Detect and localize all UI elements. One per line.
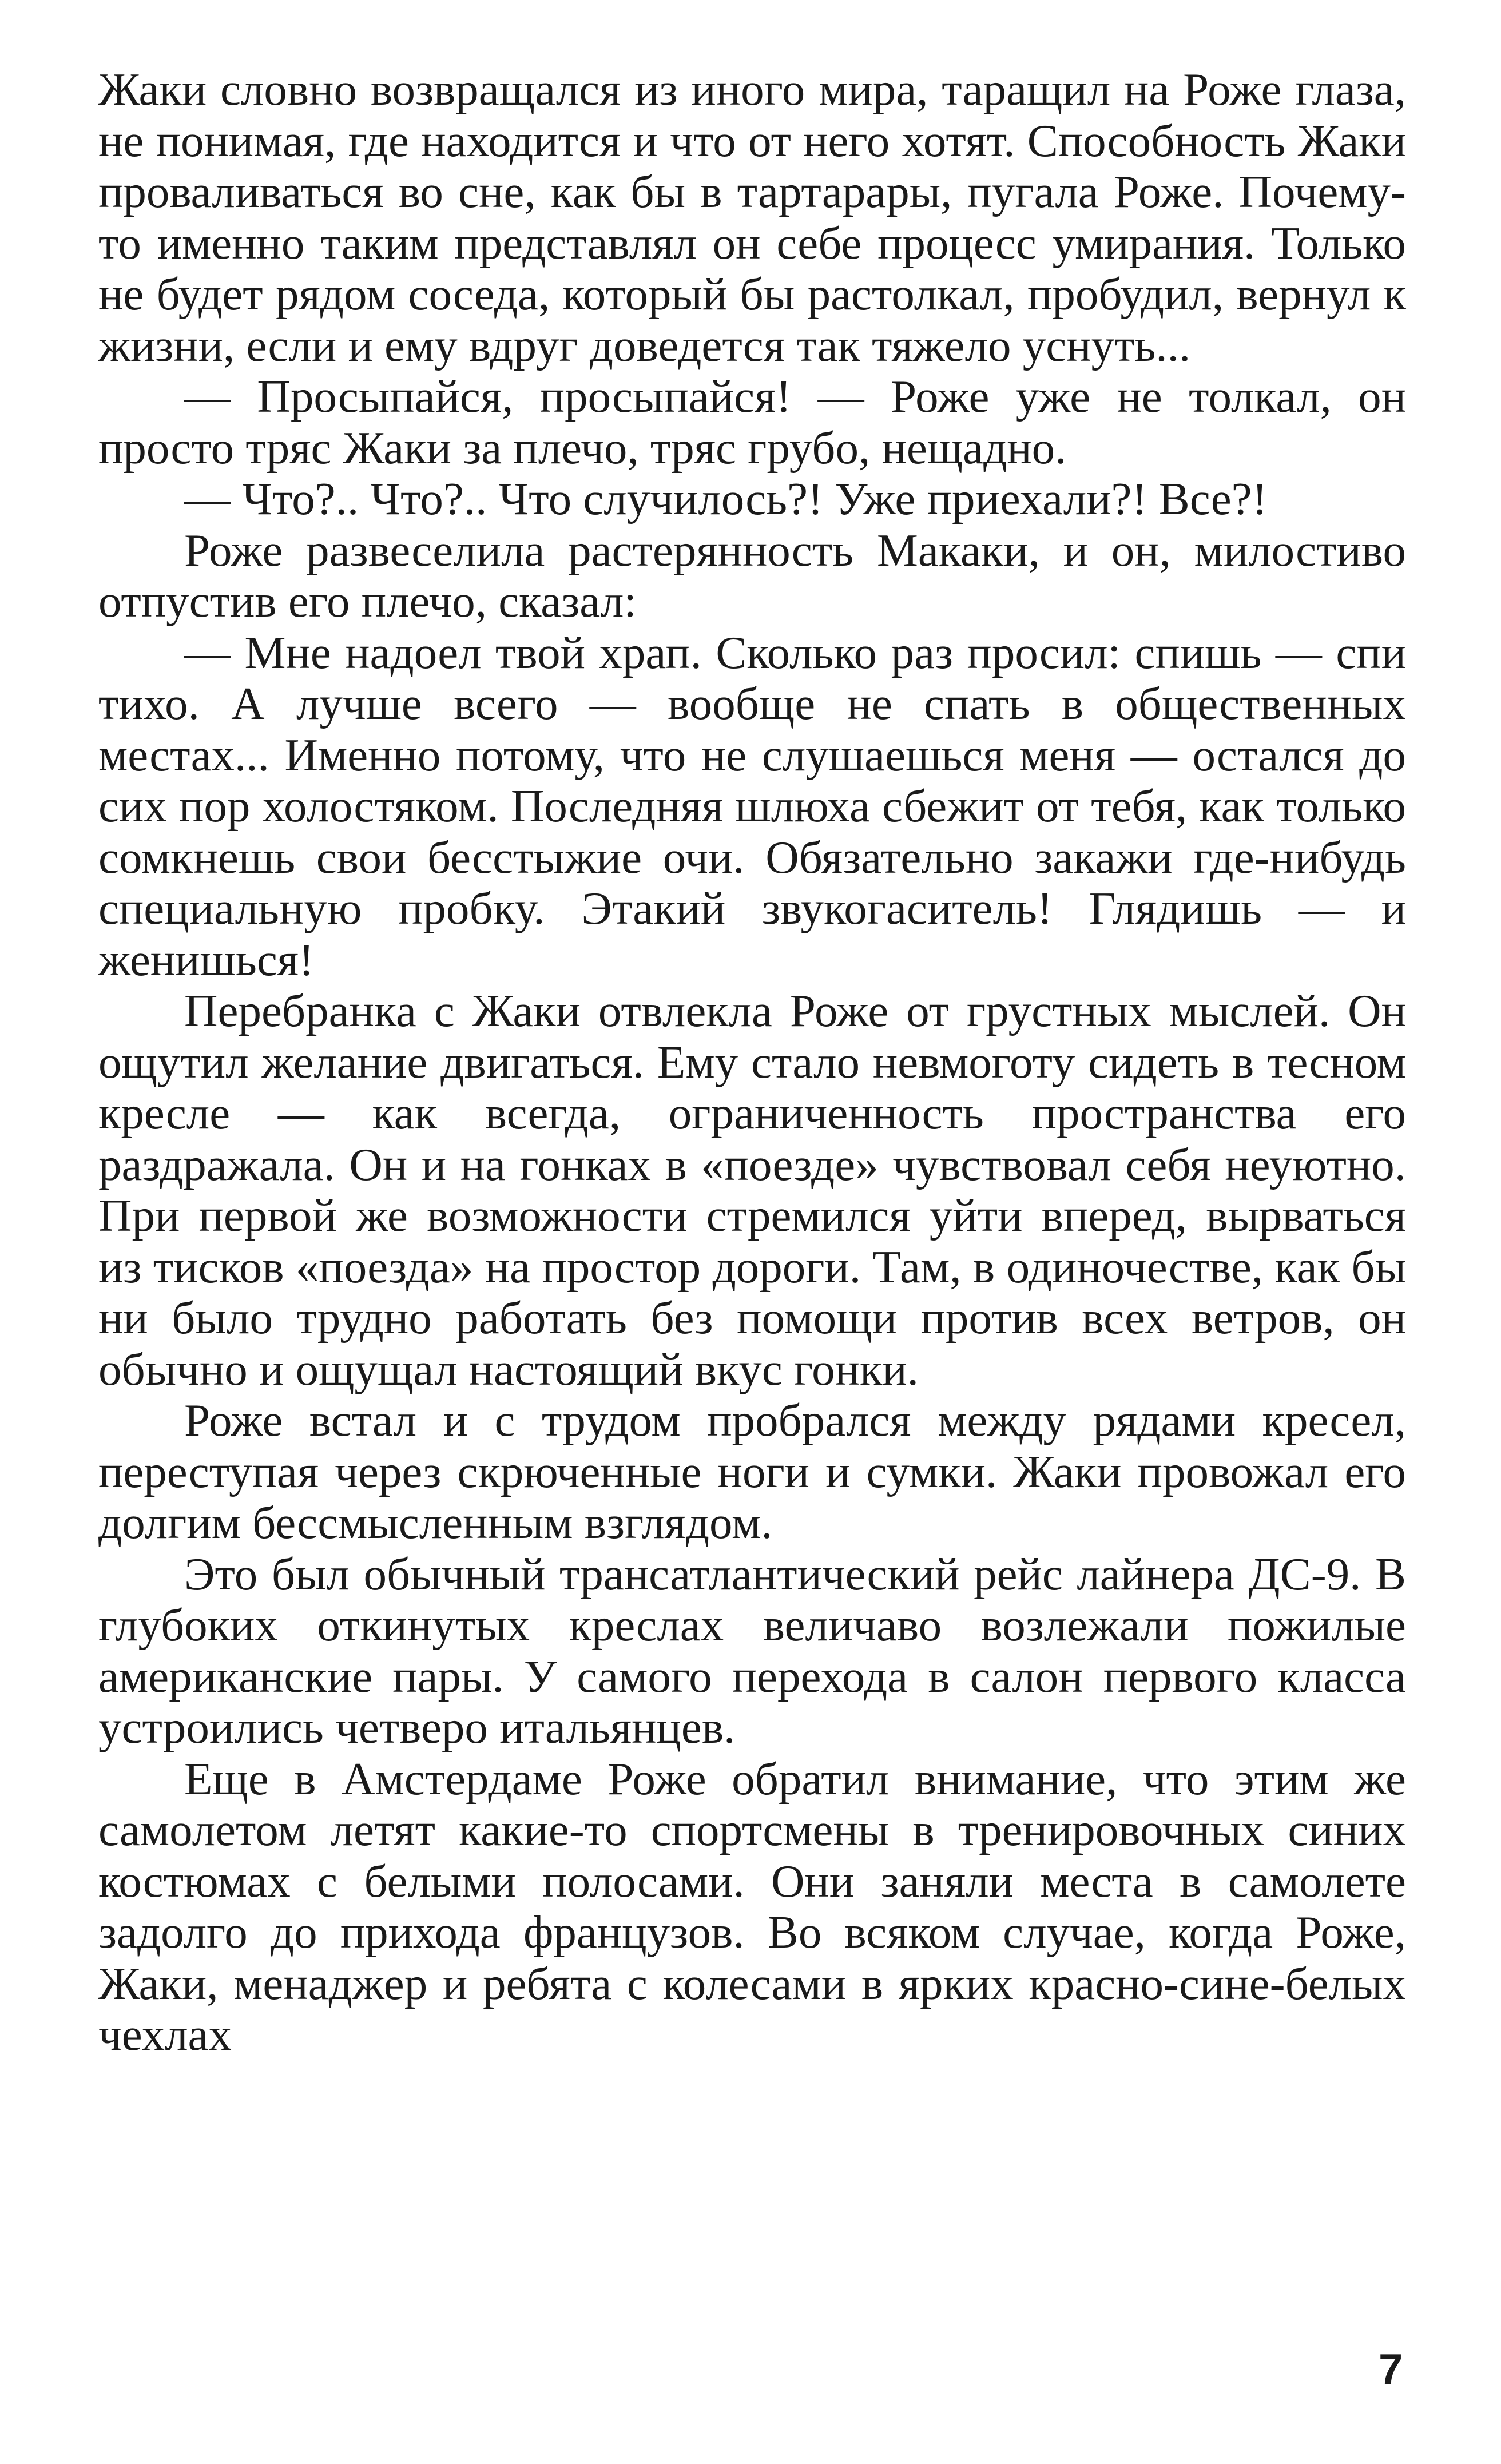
body-text bbox=[98, 64, 1406, 2061]
paragraph: Еще в Амстердаме Роже обратил внимание, что этим же самолетом летят какие-то спортсмены в тренировочных синих костюмах с белыми полосами. Они заняли места в самолете задолго до прихода французов. Во всяком случае, когда Роже, Жаки, менаджер и ребята с колесами в ярких красно-сине-белых чехлах bbox=[98, 1752, 1406, 2060]
paragraph: — Мне надоел твой храп. Сколько раз просил: спишь — спи тихо. А лучше всего — вообще не спать в общественных местах... Именно потому, что не слушаешься меня — остался до сих пор холостяком. Последняя шлюха сбежит от тебя, как только сомкнешь свои бесстыжие очи. Обязательно закажи где-нибудь специальную пробку. Этакий звукогаситель! Глядишь — и женишься! bbox=[98, 626, 1406, 985]
paragraph: — Что?.. Что?.. Что случилось?! Уже приехали?! Все?! bbox=[184, 473, 1268, 524]
paragraph: Роже развеселила растерянность Макаки, и он, милостиво отпустив его плечо, сказал: bbox=[98, 524, 1406, 627]
page-number: 7 bbox=[1379, 2346, 1403, 2394]
paragraph: Перебранка с Жаки отвлекла Роже от грустных мыслей. Он ощутил желание двигаться. Ему стало невмоготу сидеть в тесном кресле — как всегда, ограниченность пространства его раздражала. Он и на гонках в «поезде» чувствовал себя неуютно. При первой же возможности стремился уйти вперед, вырваться из тисков «поезда» на простор дороги. Там, в одиночестве, как бы ни было трудно работать без помощи против всех ветров, он обычно и ощущал настоящий вкус гонки. bbox=[98, 985, 1406, 1395]
paragraph: Жаки словно возвращался из иного мира, таращил на Роже глаза, не понимая, где находится и что от него хотят. Способность Жаки проваливаться во сне, как бы в тартарары, пугала Роже. Почему-то именно таким представлял он себе процесс умирания. Только не будет рядом соседа, который бы растолкал, пробудил, вернул к жизни, если и ему вдруг доведется так тяжело уснуть... bbox=[98, 63, 1406, 371]
paragraph: Роже встал и с трудом пробрался между рядами кресел, переступая через скрюченные ноги и сумки. Жаки провожал его долгим бессмысленным взглядом. bbox=[98, 1394, 1406, 1548]
paragraph: — Просыпайся, просыпайся! — Роже уже не толкал, он просто тряс Жаки за плечо, тряс грубо, нещадно. bbox=[98, 371, 1406, 474]
paragraph: Это был обычный трансатлантический рейс лайнера ДС-9. В глубоких откинутых креслах величаво возлежали пожилые американские пары. У самого перехода в салон первого класса устроились четверо итальянцев. bbox=[98, 1548, 1406, 1753]
